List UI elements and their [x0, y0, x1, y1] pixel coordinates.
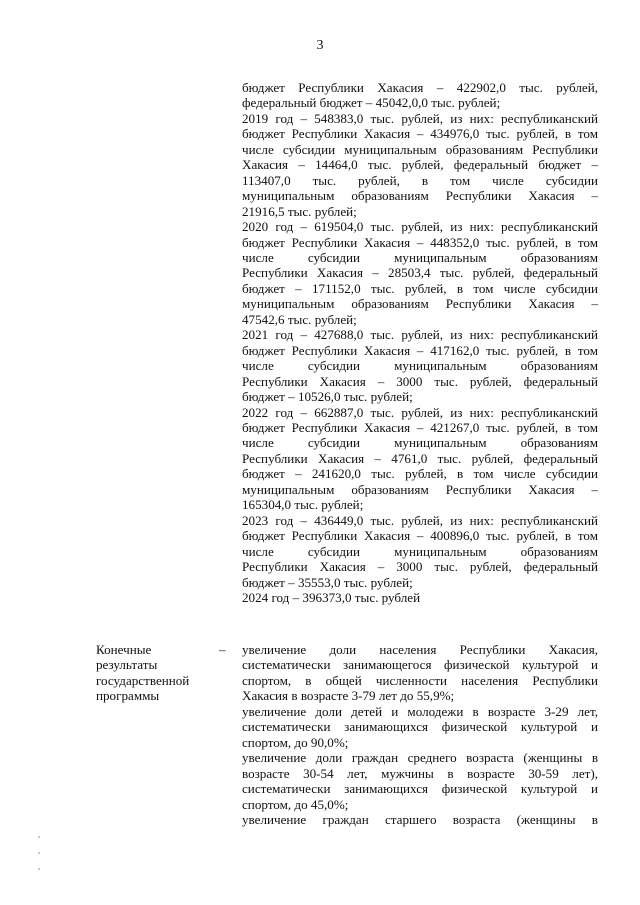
budget-text-line: 2021 год – 427688,0 тыс. рублей, из них: республиканский: [242, 327, 598, 343]
budget-text-line: муниципальным образованиям Республики Хакасия –: [242, 481, 598, 497]
budget-text-line: бюджет Республики Хакасия – 422902,0 тыс. рублей,: [242, 80, 598, 95]
budget-text-line: 113407,0 тыс. рублей, в том числе субсидии: [242, 172, 598, 188]
budget-text-line: 2024 год – 396373,0 тыс. рублей: [242, 589, 421, 605]
scan-mark: [38, 852, 40, 854]
budget-text-line: числе субсидии муниципальным образованиям Республики: [242, 141, 598, 157]
scan-mark: [38, 836, 40, 838]
page-number: 3: [316, 38, 324, 53]
budget-text-line: Республики Хакасия – 3000 тыс. рублей, федеральный: [242, 559, 598, 575]
budget-text-line: федеральный бюджет – 45042,0,0 тыс. рублей;: [242, 95, 501, 111]
budget-text-line: Республики Хакасия – 28503,4 тыс. рублей, федеральный: [242, 265, 598, 281]
budget-text-line: Республики Хакасия – 3000 тыс. рублей, федеральный: [242, 373, 598, 389]
results-text-line: Хакасия в возрасте 3-79 лет до 55,9%;: [242, 688, 455, 704]
scan-mark: [38, 868, 40, 870]
results-label-line: результаты: [96, 657, 158, 673]
results-label: [96, 642, 211, 704]
budget-block: [242, 80, 598, 605]
results-label-line: программы: [96, 688, 160, 704]
budget-text-line: бюджет Республики Хакасия – 417162,0 тыс. рублей, в том: [242, 342, 598, 358]
budget-text-line: муниципальным образованиям Республики Хакасия –: [242, 296, 598, 312]
budget-text-line: числе субсидии муниципальным образованиям: [242, 358, 598, 374]
results-text-line: увеличение доли граждан среднего возраста (женщины в: [242, 750, 598, 766]
budget-text-line: числе субсидии муниципальным образованиям: [242, 249, 598, 265]
budget-text-line: Республики Хакасия – 4761,0 тыс. рублей, федеральный: [242, 450, 598, 466]
budget-text-line: муниципальным образованиям Республики Хакасия –: [242, 188, 598, 204]
budget-text-line: 2023 год – 436449,0 тыс. рублей, из них: республиканский: [242, 512, 598, 528]
budget-text-line: бюджет – 171152,0 тыс. рублей, в том числе субсидии: [242, 280, 598, 296]
results-text-line: систематически занимающегося физической культурой и: [242, 657, 598, 673]
results-label-line: государственной: [96, 672, 190, 688]
budget-text-line: бюджет Республики Хакасия – 421267,0 тыс. рублей, в том: [242, 419, 598, 435]
results-text-line: увеличение граждан старшего возраста (женщины в: [242, 811, 598, 827]
results-text-line: спортом, до 45,0%;: [242, 796, 349, 812]
budget-text-line: 2020 год – 619504,0 тыс. рублей, из них: республиканский: [242, 219, 598, 235]
budget-text-line: 165304,0 тыс. рублей;: [242, 497, 364, 513]
results-dash: –: [219, 642, 226, 657]
results-text-line: систематически занимающихся физической культурой и: [242, 719, 598, 735]
budget-text-line: 47542,6 тыс. рублей;: [242, 311, 357, 327]
results-text-line: возрасте 30-54 лет, мужчины в возрасте 30-59 лет),: [242, 765, 598, 781]
budget-text-line: числе субсидии муниципальным образованиям: [242, 435, 598, 451]
results-text-line: увеличение доли детей и молодежи в возрасте 3-29 лет,: [242, 703, 598, 719]
budget-text-line: Хакасия – 14464,0 тыс. рублей, федеральный бюджет –: [242, 157, 598, 173]
budget-text-line: бюджет Республики Хакасия – 448352,0 тыс. рублей, в том: [242, 234, 598, 250]
budget-text-line: 21916,5 тыс. рублей;: [242, 203, 357, 219]
budget-text-line: бюджет – 10526,0 тыс. рублей;: [242, 389, 413, 405]
results-label-line: Конечные: [96, 642, 152, 657]
budget-text-line: бюджет – 35553,0 тыс. рублей;: [242, 574, 413, 590]
results-text-line: увеличение доли населения Республики Хакасия,: [242, 642, 598, 657]
budget-text-line: бюджет – 241620,0 тыс. рублей, в том числе субсидии: [242, 466, 598, 482]
budget-text-line: 2019 год – 548383,0 тыс. рублей, из них: республиканский: [242, 110, 598, 126]
budget-text-line: числе субсидии муниципальным образованиям: [242, 543, 598, 559]
budget-text-line: бюджет Республики Хакасия – 400896,0 тыс. рублей, в том: [242, 528, 598, 544]
results-text-line: спортом, в общей численности населения Республики: [242, 672, 598, 688]
results-text-line: спортом, до 90,0%;: [242, 734, 349, 750]
budget-text-line: бюджет Республики Хакасия – 434976,0 тыс. рублей, в том: [242, 126, 598, 142]
budget-text-line: 2022 год – 662887,0 тыс. рублей, из них: республиканский: [242, 404, 598, 420]
results-block: [242, 642, 598, 827]
results-text-line: систематически занимающихся физической культурой и: [242, 781, 598, 797]
